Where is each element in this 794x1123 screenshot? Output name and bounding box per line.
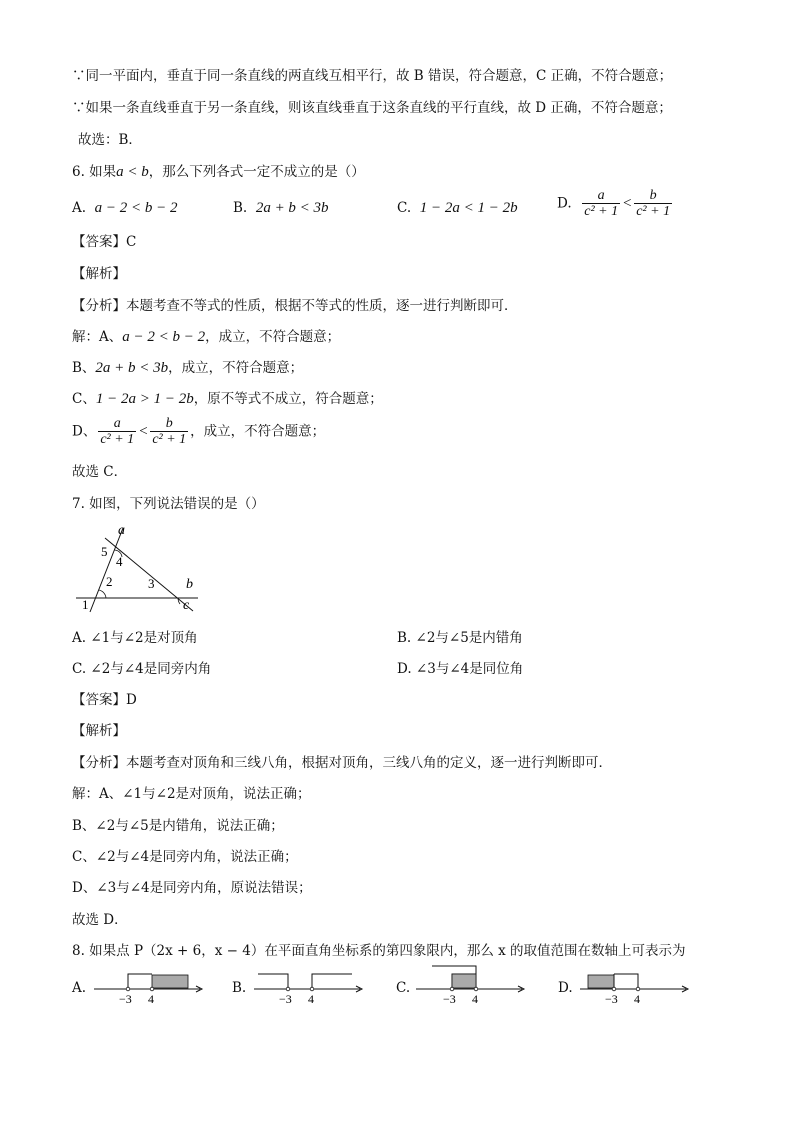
q7-solution-a: 解：A、∠1与∠2是对顶角，说法正确； bbox=[72, 786, 311, 802]
q6-solution-b-pre: B、 bbox=[72, 360, 96, 376]
q6-option-a-label: A. bbox=[72, 200, 87, 216]
q6-answer: 【答案】C bbox=[72, 234, 137, 250]
q8-b-tick-left: −3 bbox=[279, 992, 292, 1006]
q7-label-3: 3 bbox=[148, 576, 155, 591]
q6-stem-suffix: ，那么下列各式一定不成立的是（） bbox=[148, 164, 365, 180]
q6-solution-b bbox=[72, 358, 303, 378]
q6-option-a-math: a − 2 < b − 2 bbox=[94, 200, 178, 216]
q6-option-d-num-2: b bbox=[649, 188, 657, 203]
q6-solution-d bbox=[72, 416, 325, 447]
q6-solution-b-math: 2a + b < 3b bbox=[95, 360, 169, 376]
q6-solution-d-pre: D、 bbox=[72, 423, 97, 440]
q6-option-d-frac-1 bbox=[582, 188, 620, 219]
q6-solution-c bbox=[72, 389, 383, 409]
q6-stem-prefix: 6. 如果 bbox=[72, 164, 117, 180]
q6-solution-d-den-1: c² + 1 bbox=[100, 432, 135, 447]
q8-option-b-label: B. bbox=[232, 980, 247, 996]
q5-line-1: ∵同一平面内，垂直于同一条直线的两直线互相平行，故 B 错误，符合题意，C 正确，不符合题意； bbox=[72, 68, 673, 84]
q7-conclusion: 故选 D． bbox=[72, 912, 128, 928]
q6-option-d bbox=[557, 188, 674, 219]
q7-analysis: 【分析】本题考查对顶角和三线八角，根据对顶角，三线八角的定义，逐一进行判断即可． bbox=[72, 755, 612, 771]
q6-option-b-label: B. bbox=[233, 200, 248, 216]
q6-option-d-den-1: c² + 1 bbox=[584, 204, 619, 219]
q6-solution-a-pre: 解：A、 bbox=[72, 329, 123, 345]
q7-label-b: b bbox=[186, 577, 193, 592]
q8-stem: 8. 如果点 P（2x + 6，x − 4）在平面直角坐标系的第四象限内，那么 x 的取值范围在数轴上可表示为 bbox=[72, 943, 686, 959]
q7-solution-c: C、∠2与∠4是同旁内角，说法正确； bbox=[72, 849, 298, 865]
q6-option-d-frac-2 bbox=[634, 188, 672, 219]
q7-angle-arc-2 bbox=[99, 590, 106, 598]
q6-stem-math: a < b bbox=[116, 164, 149, 180]
q6-analysis-head: 【解析】 bbox=[72, 266, 126, 282]
q6-solution-d-post: ，成立，不符合题意； bbox=[190, 423, 326, 440]
q8-option-d-number-line bbox=[578, 966, 693, 1006]
q6-solution-d-frac-2 bbox=[150, 416, 188, 447]
q8-option-a-number-line bbox=[92, 966, 207, 1006]
q7-option-c: C. ∠2与∠4是同旁内角 bbox=[72, 661, 212, 677]
q6-option-a bbox=[72, 198, 178, 218]
q7-label-4: 4 bbox=[116, 554, 123, 569]
q7-line-c bbox=[105, 538, 193, 611]
q7-figure bbox=[70, 520, 205, 615]
q6-option-d-label: D. bbox=[557, 195, 572, 212]
q6-solution-d-lt: < bbox=[138, 423, 149, 440]
q7-solution-b: B、∠2与∠5是内错角，说法正确； bbox=[72, 818, 284, 834]
q6-solution-d-den-2: c² + 1 bbox=[152, 432, 187, 447]
q8-option-c-number-line bbox=[414, 962, 529, 1006]
q7-label-c: c bbox=[183, 598, 190, 613]
q8-option-b-number-line bbox=[252, 966, 367, 1006]
q6-solution-a bbox=[72, 327, 340, 347]
q5-conclusion: 故选：B． bbox=[78, 132, 142, 148]
q7-answer: 【答案】D bbox=[72, 692, 137, 708]
q7-label-5: 5 bbox=[101, 544, 108, 559]
q6-option-c-math: 1 − 2a < 1 − 2b bbox=[419, 200, 518, 216]
q6-solution-c-post: ，原不等式不成立，符合题意； bbox=[193, 391, 383, 407]
q6-option-d-lt: < bbox=[622, 195, 633, 212]
q8-d-tick-right: 4 bbox=[634, 992, 640, 1006]
q6-solution-a-math: a − 2 < b − 2 bbox=[122, 329, 206, 345]
q7-line-a bbox=[90, 528, 123, 612]
q8-a-tick-left: −3 bbox=[119, 992, 132, 1006]
q7-label-1: 1 bbox=[82, 597, 89, 612]
q5-line-2: ∵如果一条直线垂直于另一条直线，则该直线垂直于这条直线的平行直线，故 D 正确，不符合题意； bbox=[72, 100, 672, 116]
q6-option-d-num-1: a bbox=[597, 188, 605, 203]
q8-d-tick-left: −3 bbox=[605, 992, 618, 1006]
q8-c-tick-left: −3 bbox=[443, 992, 456, 1006]
q7-stem: 7. 如图，下列说法错误的是（） bbox=[72, 496, 265, 512]
q6-option-b-math: 2a + b < 3b bbox=[255, 200, 329, 216]
q8-option-d-label: D. bbox=[558, 980, 573, 996]
q7-analysis-head: 【解析】 bbox=[72, 723, 126, 739]
q6-option-c-label: C. bbox=[397, 200, 412, 216]
q7-solution-d: D、∠3与∠4是同旁内角，原说法错误； bbox=[72, 880, 312, 896]
q6-solution-c-pre: C、 bbox=[72, 391, 96, 407]
q7-option-d: D. ∠3与∠4是同位角 bbox=[397, 661, 524, 677]
q7-option-a: A. ∠1与∠2是对顶角 bbox=[72, 630, 198, 646]
q6-analysis: 【分析】本题考查不等式的性质，根据不等式的性质，逐一进行判断即可． bbox=[72, 298, 518, 314]
q6-solution-b-post: ，成立，不符合题意； bbox=[168, 360, 304, 376]
q6-conclusion: 故选 C． bbox=[72, 464, 128, 480]
q6-solution-c-math: 1 − 2a > 1 − 2b bbox=[95, 391, 194, 407]
q7-label-a: a bbox=[118, 523, 125, 538]
q8-b-tick-right: 4 bbox=[308, 992, 314, 1006]
q6-solution-d-num-1: a bbox=[113, 416, 121, 431]
q6-stem bbox=[72, 162, 365, 182]
q7-label-2: 2 bbox=[106, 574, 113, 589]
q8-a-tick-right: 4 bbox=[148, 992, 154, 1006]
q6-option-d-den-2: c² + 1 bbox=[636, 204, 671, 219]
q6-option-c bbox=[397, 198, 518, 218]
q8-option-a-label: A. bbox=[72, 980, 87, 996]
q6-solution-d-frac-1 bbox=[98, 416, 136, 447]
q6-solution-d-num-2: b bbox=[165, 416, 173, 431]
q8-option-c-label: C. bbox=[396, 980, 411, 996]
q8-c-tick-right: 4 bbox=[472, 992, 478, 1006]
q6-solution-a-post: ，成立，不符合题意； bbox=[205, 329, 341, 345]
q7-option-b: B. ∠2与∠5是内错角 bbox=[397, 630, 523, 646]
q6-option-b bbox=[233, 198, 329, 218]
